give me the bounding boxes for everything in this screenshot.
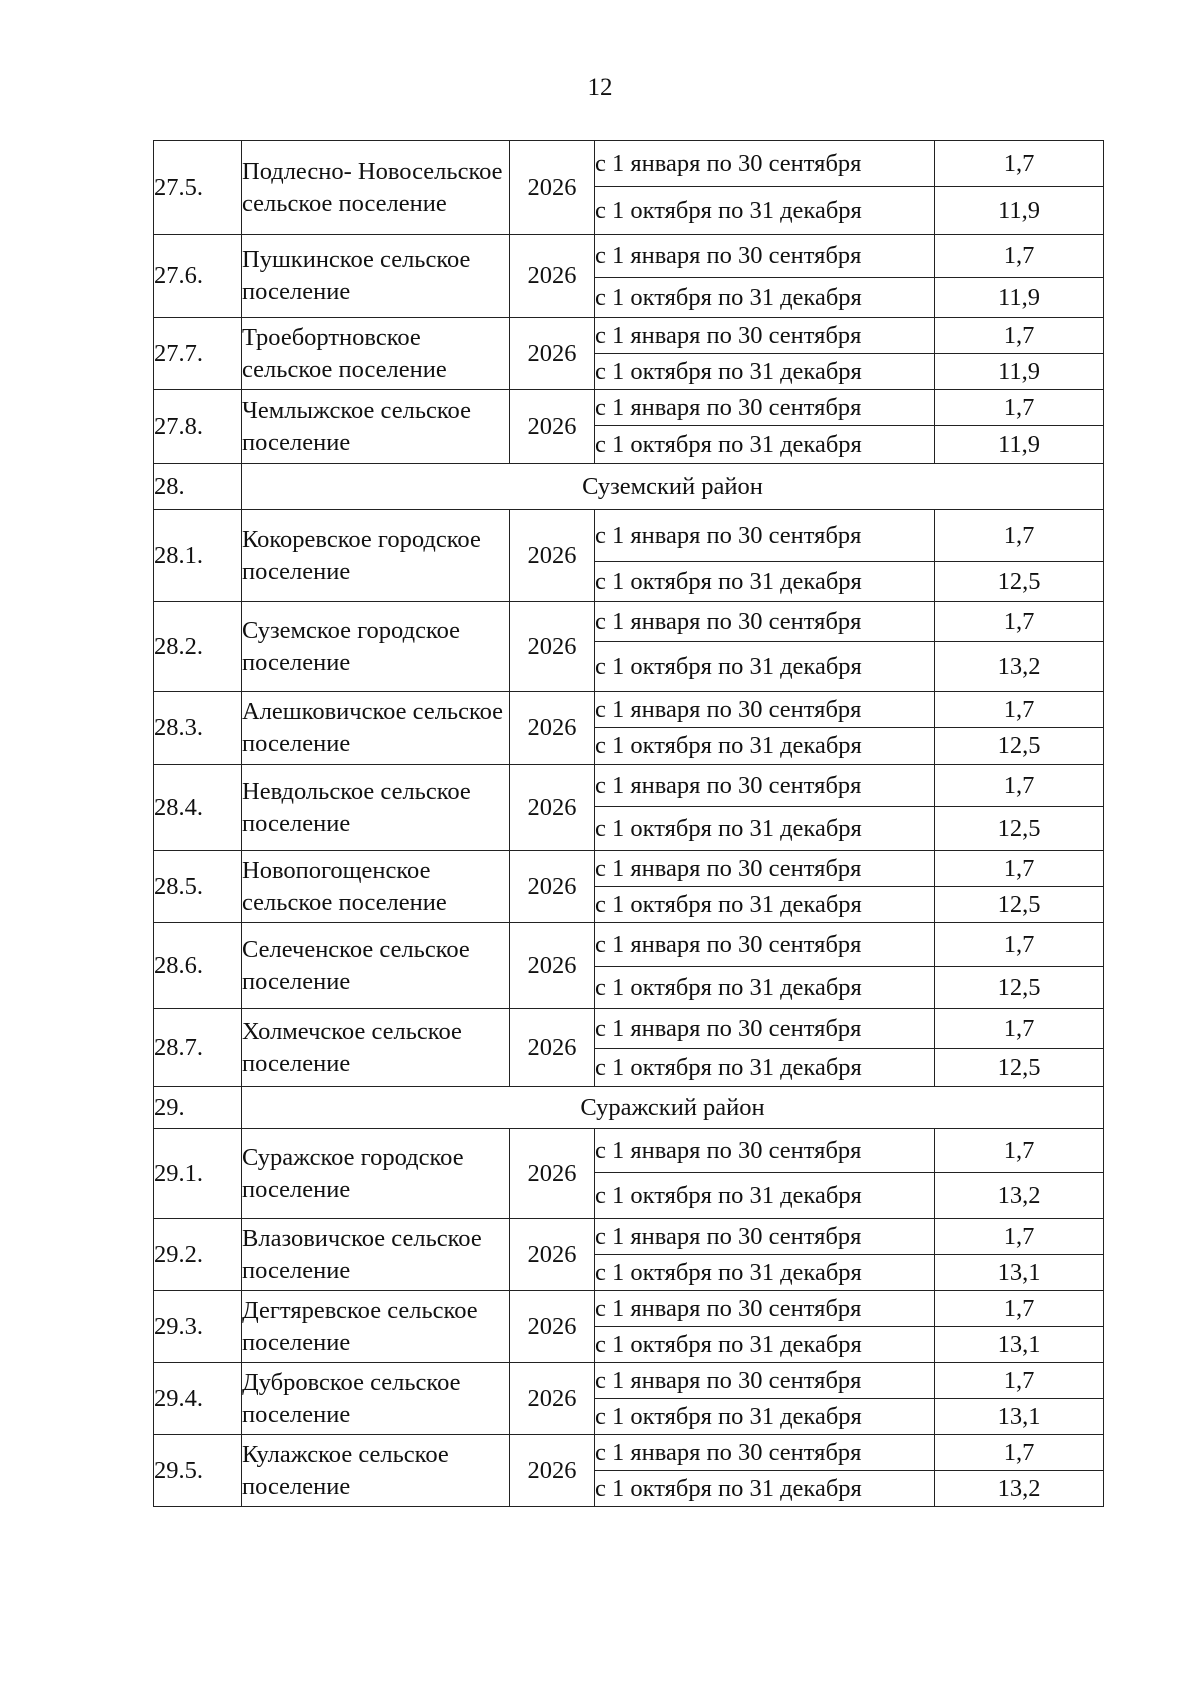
period-second: с 1 октября по 31 декабря [595, 967, 935, 1009]
rate-first: 1,7 [935, 1129, 1104, 1173]
table-row [154, 318, 1104, 354]
settlement-name: Троебортновское сельское поселение [242, 318, 510, 390]
year-cell: 2026 [510, 602, 595, 692]
row-number: 29.1. [154, 1129, 242, 1219]
rate-first: 1,7 [935, 1363, 1104, 1399]
period-second: с 1 октября по 31 декабря [595, 354, 935, 390]
rate-first: 1,7 [935, 1009, 1104, 1049]
period-first: с 1 января по 30 сентября [595, 1291, 935, 1327]
settlement-name: Суземское городское поселение [242, 602, 510, 692]
year-cell: 2026 [510, 1219, 595, 1291]
rate-second: 13,1 [935, 1327, 1104, 1363]
row-number: 27.8. [154, 390, 242, 464]
rate-second: 12,5 [935, 728, 1104, 765]
table-row [154, 765, 1104, 807]
table-row [154, 602, 1104, 642]
period-second: с 1 октября по 31 декабря [595, 1173, 935, 1219]
period-second: с 1 октября по 31 декабря [595, 562, 935, 602]
row-number: 28.4. [154, 765, 242, 851]
rate-first: 1,7 [935, 765, 1104, 807]
period-first: с 1 января по 30 сентября [595, 851, 935, 887]
settlement-name: Пушкинское сельское поселение [242, 235, 510, 318]
period-second: с 1 октября по 31 декабря [595, 1471, 935, 1507]
year-cell: 2026 [510, 1129, 595, 1219]
settlement-name: Кулажское сельское поселение [242, 1435, 510, 1507]
year-cell: 2026 [510, 692, 595, 765]
settlement-name: Селеченское сельское поселение [242, 923, 510, 1009]
row-number: 27.7. [154, 318, 242, 390]
table-row [154, 1435, 1104, 1471]
table-row [154, 923, 1104, 967]
row-number: 28.7. [154, 1009, 242, 1087]
rate-second: 12,5 [935, 562, 1104, 602]
row-number: 27.6. [154, 235, 242, 318]
table-row [154, 141, 1104, 187]
year-cell: 2026 [510, 765, 595, 851]
settlement-name: Влазовичское сельское поселение [242, 1219, 510, 1291]
table-row [154, 1129, 1104, 1173]
settlement-name: Дубровское сельское поселение [242, 1363, 510, 1435]
period-second: с 1 октября по 31 декабря [595, 642, 935, 692]
period-first: с 1 января по 30 сентября [595, 318, 935, 354]
page-number: 12 [587, 74, 613, 101]
rate-first: 1,7 [935, 692, 1104, 728]
table-row [154, 1291, 1104, 1327]
year-cell: 2026 [510, 1291, 595, 1363]
rate-second: 12,5 [935, 1049, 1104, 1087]
rate-first: 1,7 [935, 851, 1104, 887]
table-row [154, 390, 1104, 426]
rate-first: 1,7 [935, 602, 1104, 642]
year-cell: 2026 [510, 235, 595, 318]
rate-first: 1,7 [935, 141, 1104, 187]
rate-second: 11,9 [935, 426, 1104, 464]
district-row [154, 464, 1104, 510]
period-second: с 1 октября по 31 декабря [595, 807, 935, 851]
year-cell: 2026 [510, 851, 595, 923]
row-number: 27.5. [154, 141, 242, 235]
row-number: 29.3. [154, 1291, 242, 1363]
settlement-name: Невдольское сельское поселение [242, 765, 510, 851]
district-name: Суражский район [242, 1087, 1104, 1129]
period-second: с 1 октября по 31 декабря [595, 728, 935, 765]
year-cell: 2026 [510, 318, 595, 390]
table-row [154, 510, 1104, 562]
period-second: с 1 октября по 31 декабря [595, 1327, 935, 1363]
period-first: с 1 января по 30 сентября [595, 602, 935, 642]
settlement-name: Дегтяревское сельское поселение [242, 1291, 510, 1363]
rate-first: 1,7 [935, 318, 1104, 354]
year-cell: 2026 [510, 1363, 595, 1435]
period-first: с 1 января по 30 сентября [595, 1219, 935, 1255]
rate-second: 13,2 [935, 1471, 1104, 1507]
period-second: с 1 октября по 31 декабря [595, 887, 935, 923]
period-first: с 1 января по 30 сентября [595, 1435, 935, 1471]
settlement-rate-table [153, 140, 1104, 1507]
rate-second: 12,5 [935, 807, 1104, 851]
rate-second: 12,5 [935, 887, 1104, 923]
period-first: с 1 января по 30 сентября [595, 765, 935, 807]
settlement-name: Холмечское сельское поселение [242, 1009, 510, 1087]
year-cell: 2026 [510, 510, 595, 602]
year-cell: 2026 [510, 1009, 595, 1087]
rate-second: 11,9 [935, 354, 1104, 390]
period-first: с 1 января по 30 сентября [595, 390, 935, 426]
district-row [154, 1087, 1104, 1129]
rate-second: 13,2 [935, 1173, 1104, 1219]
table-row [154, 851, 1104, 887]
table-row [154, 692, 1104, 728]
rate-first: 1,7 [935, 1291, 1104, 1327]
period-second: с 1 октября по 31 декабря [595, 187, 935, 235]
period-first: с 1 января по 30 сентября [595, 235, 935, 278]
rate-first: 1,7 [935, 510, 1104, 562]
row-number: 28.3. [154, 692, 242, 765]
district-name: Суземский район [242, 464, 1104, 510]
settlement-name: Алешковичское сельское поселение [242, 692, 510, 765]
period-second: с 1 октября по 31 декабря [595, 278, 935, 318]
table-row [154, 235, 1104, 278]
period-first: с 1 января по 30 сентября [595, 1129, 935, 1173]
rate-second: 11,9 [935, 187, 1104, 235]
settlement-name: Новопогощенское сельское поселение [242, 851, 510, 923]
year-cell: 2026 [510, 141, 595, 235]
year-cell: 2026 [510, 1435, 595, 1507]
row-number: 28.5. [154, 851, 242, 923]
period-second: с 1 октября по 31 декабря [595, 1255, 935, 1291]
settlement-name: Суражское городское поселение [242, 1129, 510, 1219]
rate-first: 1,7 [935, 923, 1104, 967]
rate-second: 11,9 [935, 278, 1104, 318]
row-number: 28.6. [154, 923, 242, 1009]
period-second: с 1 октября по 31 декабря [595, 426, 935, 464]
period-first: с 1 января по 30 сентября [595, 923, 935, 967]
row-number: 29.2. [154, 1219, 242, 1291]
rate-second: 13,2 [935, 642, 1104, 692]
district-number: 28. [154, 464, 242, 510]
settlement-name: Чемлыжское сельское поселение [242, 390, 510, 464]
table-row [154, 1363, 1104, 1399]
period-first: с 1 января по 30 сентября [595, 141, 935, 187]
row-number: 29.4. [154, 1363, 242, 1435]
settlement-name: Подлесно- Новосельское сельское поселение [242, 141, 510, 235]
row-number: 28.1. [154, 510, 242, 602]
period-first: с 1 января по 30 сентября [595, 692, 935, 728]
period-second: с 1 октября по 31 декабря [595, 1049, 935, 1087]
table-row [154, 1219, 1104, 1255]
rate-first: 1,7 [935, 235, 1104, 278]
rate-second: 13,1 [935, 1255, 1104, 1291]
rate-first: 1,7 [935, 1435, 1104, 1471]
rate-second: 13,1 [935, 1399, 1104, 1435]
period-first: с 1 января по 30 сентября [595, 1009, 935, 1049]
settlement-name: Кокоревское городское поселение [242, 510, 510, 602]
rate-first: 1,7 [935, 390, 1104, 426]
period-first: с 1 января по 30 сентября [595, 510, 935, 562]
rate-first: 1,7 [935, 1219, 1104, 1255]
rate-second: 12,5 [935, 967, 1104, 1009]
period-second: с 1 октября по 31 декабря [595, 1399, 935, 1435]
table-row [154, 1009, 1104, 1049]
row-number: 29.5. [154, 1435, 242, 1507]
year-cell: 2026 [510, 390, 595, 464]
district-number: 29. [154, 1087, 242, 1129]
period-first: с 1 января по 30 сентября [595, 1363, 935, 1399]
row-number: 28.2. [154, 602, 242, 692]
year-cell: 2026 [510, 923, 595, 1009]
